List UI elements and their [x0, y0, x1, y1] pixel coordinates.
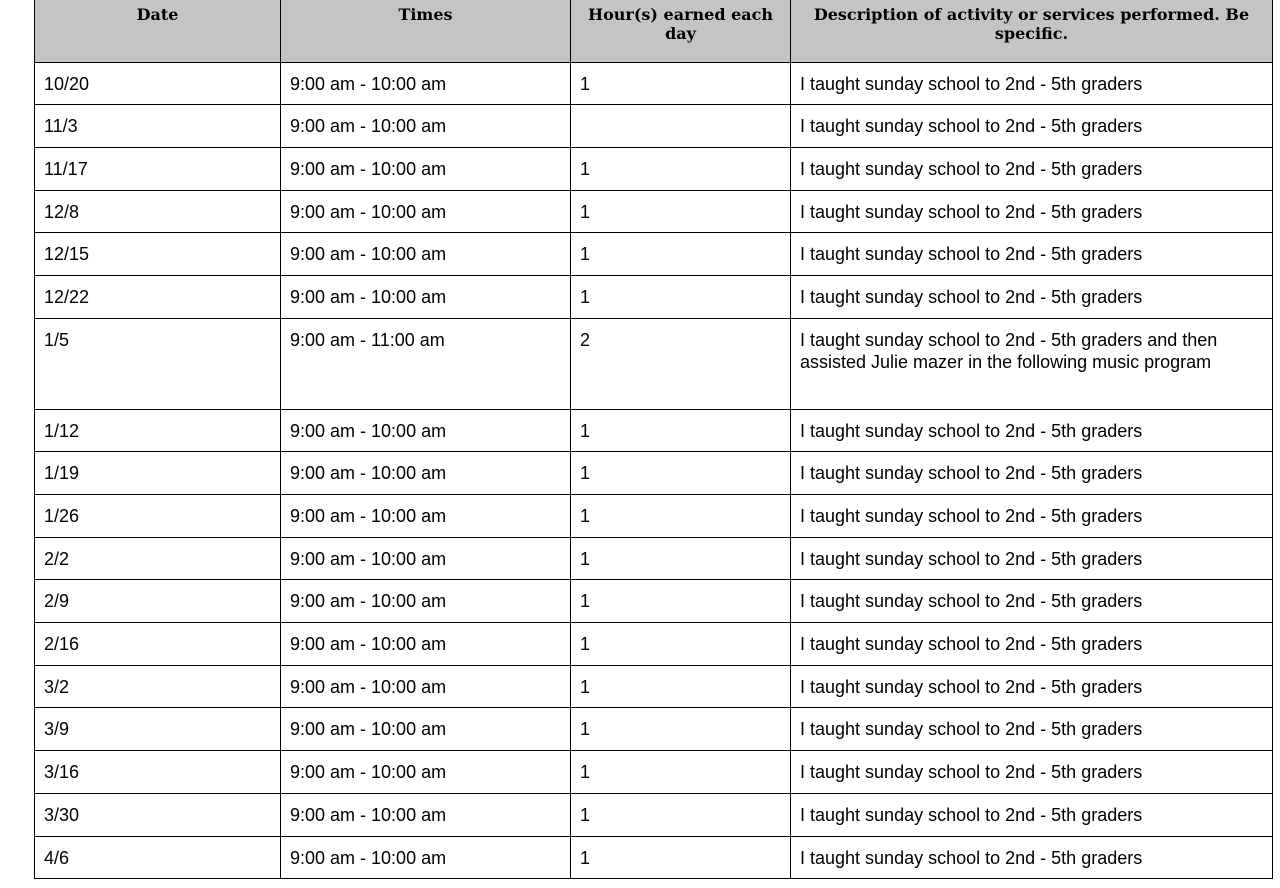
cell-hours: 1: [571, 452, 791, 495]
cell-hours: 1: [571, 623, 791, 666]
cell-times: 9:00 am - 10:00 am: [281, 623, 571, 666]
table-row: [35, 793, 1273, 836]
cell-hours: 1: [571, 275, 791, 318]
cell-times: 9:00 am - 10:00 am: [281, 62, 571, 105]
cell-times: 9:00 am - 10:00 am: [281, 708, 571, 751]
cell-hours: 1: [571, 580, 791, 623]
cell-date: 3/9: [35, 708, 281, 751]
cell-date: 11/3: [35, 105, 281, 148]
table-row: [35, 409, 1273, 452]
cell-date: 3/16: [35, 751, 281, 794]
cell-description: I taught sunday school to 2nd - 5th graders: [791, 580, 1273, 623]
table-header: [35, 0, 1273, 62]
cell-date: 1/12: [35, 409, 281, 452]
cell-times: 9:00 am - 10:00 am: [281, 105, 571, 148]
cell-description: I taught sunday school to 2nd - 5th graders: [791, 495, 1273, 538]
cell-hours: 1: [571, 62, 791, 105]
cell-hours: 2: [571, 318, 791, 409]
cell-hours: 1: [571, 190, 791, 233]
cell-times: 9:00 am - 10:00 am: [281, 793, 571, 836]
cell-date: 12/15: [35, 233, 281, 276]
table-row: [35, 62, 1273, 105]
cell-times: 9:00 am - 10:00 am: [281, 580, 571, 623]
cell-description: I taught sunday school to 2nd - 5th graders: [791, 708, 1273, 751]
cell-hours: 1: [571, 233, 791, 276]
table-row: [35, 105, 1273, 148]
table-row: [35, 275, 1273, 318]
cell-times: 9:00 am - 10:00 am: [281, 147, 571, 190]
cell-description: I taught sunday school to 2nd - 5th graders and then assisted Julie mazer in the following music program: [791, 318, 1273, 409]
cell-times: 9:00 am - 10:00 am: [281, 537, 571, 580]
cell-hours: [571, 105, 791, 148]
table-row: [35, 452, 1273, 495]
cell-date: 1/5: [35, 318, 281, 409]
cell-hours: 1: [571, 751, 791, 794]
cell-description: I taught sunday school to 2nd - 5th graders: [791, 409, 1273, 452]
cell-description: I taught sunday school to 2nd - 5th graders: [791, 452, 1273, 495]
cell-description: I taught sunday school to 2nd - 5th graders: [791, 793, 1273, 836]
cell-hours: 1: [571, 495, 791, 538]
cell-times: 9:00 am - 10:00 am: [281, 233, 571, 276]
table-row: [35, 580, 1273, 623]
header-row: [35, 0, 1273, 62]
cell-description: I taught sunday school to 2nd - 5th graders: [791, 62, 1273, 105]
table-row: [35, 233, 1273, 276]
header-description: Description of activity or services performed. Be specific.: [791, 0, 1273, 62]
cell-description: I taught sunday school to 2nd - 5th graders: [791, 665, 1273, 708]
cell-hours: 1: [571, 409, 791, 452]
table-body: [35, 62, 1273, 879]
cell-times: 9:00 am - 10:00 am: [281, 190, 571, 233]
cell-description: I taught sunday school to 2nd - 5th graders: [791, 275, 1273, 318]
activity-log-table: [34, 0, 1273, 879]
cell-date: 12/8: [35, 190, 281, 233]
cell-hours: 1: [571, 147, 791, 190]
table-row: [35, 623, 1273, 666]
cell-hours: 1: [571, 665, 791, 708]
header-hours: Hour(s) earned each day: [571, 0, 791, 62]
cell-date: 4/6: [35, 836, 281, 879]
cell-date: 1/26: [35, 495, 281, 538]
cell-date: 3/30: [35, 793, 281, 836]
cell-description: I taught sunday school to 2nd - 5th graders: [791, 190, 1273, 233]
cell-times: 9:00 am - 10:00 am: [281, 751, 571, 794]
header-times: Times: [281, 0, 571, 62]
cell-description: I taught sunday school to 2nd - 5th graders: [791, 836, 1273, 879]
cell-date: 1/19: [35, 452, 281, 495]
cell-description: I taught sunday school to 2nd - 5th graders: [791, 147, 1273, 190]
table-row: [35, 751, 1273, 794]
table-row: [35, 318, 1273, 409]
cell-times: 9:00 am - 10:00 am: [281, 452, 571, 495]
cell-times: 9:00 am - 10:00 am: [281, 836, 571, 879]
cell-times: 9:00 am - 10:00 am: [281, 409, 571, 452]
cell-hours: 1: [571, 537, 791, 580]
table-row: [35, 495, 1273, 538]
table-row: [35, 836, 1273, 879]
cell-times: 9:00 am - 10:00 am: [281, 495, 571, 538]
table-row: [35, 147, 1273, 190]
cell-hours: 1: [571, 793, 791, 836]
table-row: [35, 665, 1273, 708]
cell-description: I taught sunday school to 2nd - 5th graders: [791, 537, 1273, 580]
cell-hours: 1: [571, 708, 791, 751]
cell-date: 2/16: [35, 623, 281, 666]
cell-date: 2/9: [35, 580, 281, 623]
table-row: [35, 190, 1273, 233]
table-row: [35, 537, 1273, 580]
cell-description: I taught sunday school to 2nd - 5th graders: [791, 623, 1273, 666]
cell-date: 10/20: [35, 62, 281, 105]
cell-description: I taught sunday school to 2nd - 5th graders: [791, 233, 1273, 276]
cell-date: 3/2: [35, 665, 281, 708]
cell-date: 12/22: [35, 275, 281, 318]
cell-description: I taught sunday school to 2nd - 5th graders: [791, 751, 1273, 794]
cell-description: I taught sunday school to 2nd - 5th graders: [791, 105, 1273, 148]
cell-times: 9:00 am - 10:00 am: [281, 665, 571, 708]
cell-hours: 1: [571, 836, 791, 879]
cell-times: 9:00 am - 11:00 am: [281, 318, 571, 409]
table-row: [35, 708, 1273, 751]
cell-date: 2/2: [35, 537, 281, 580]
cell-times: 9:00 am - 10:00 am: [281, 275, 571, 318]
cell-date: 11/17: [35, 147, 281, 190]
header-date: Date: [35, 0, 281, 62]
